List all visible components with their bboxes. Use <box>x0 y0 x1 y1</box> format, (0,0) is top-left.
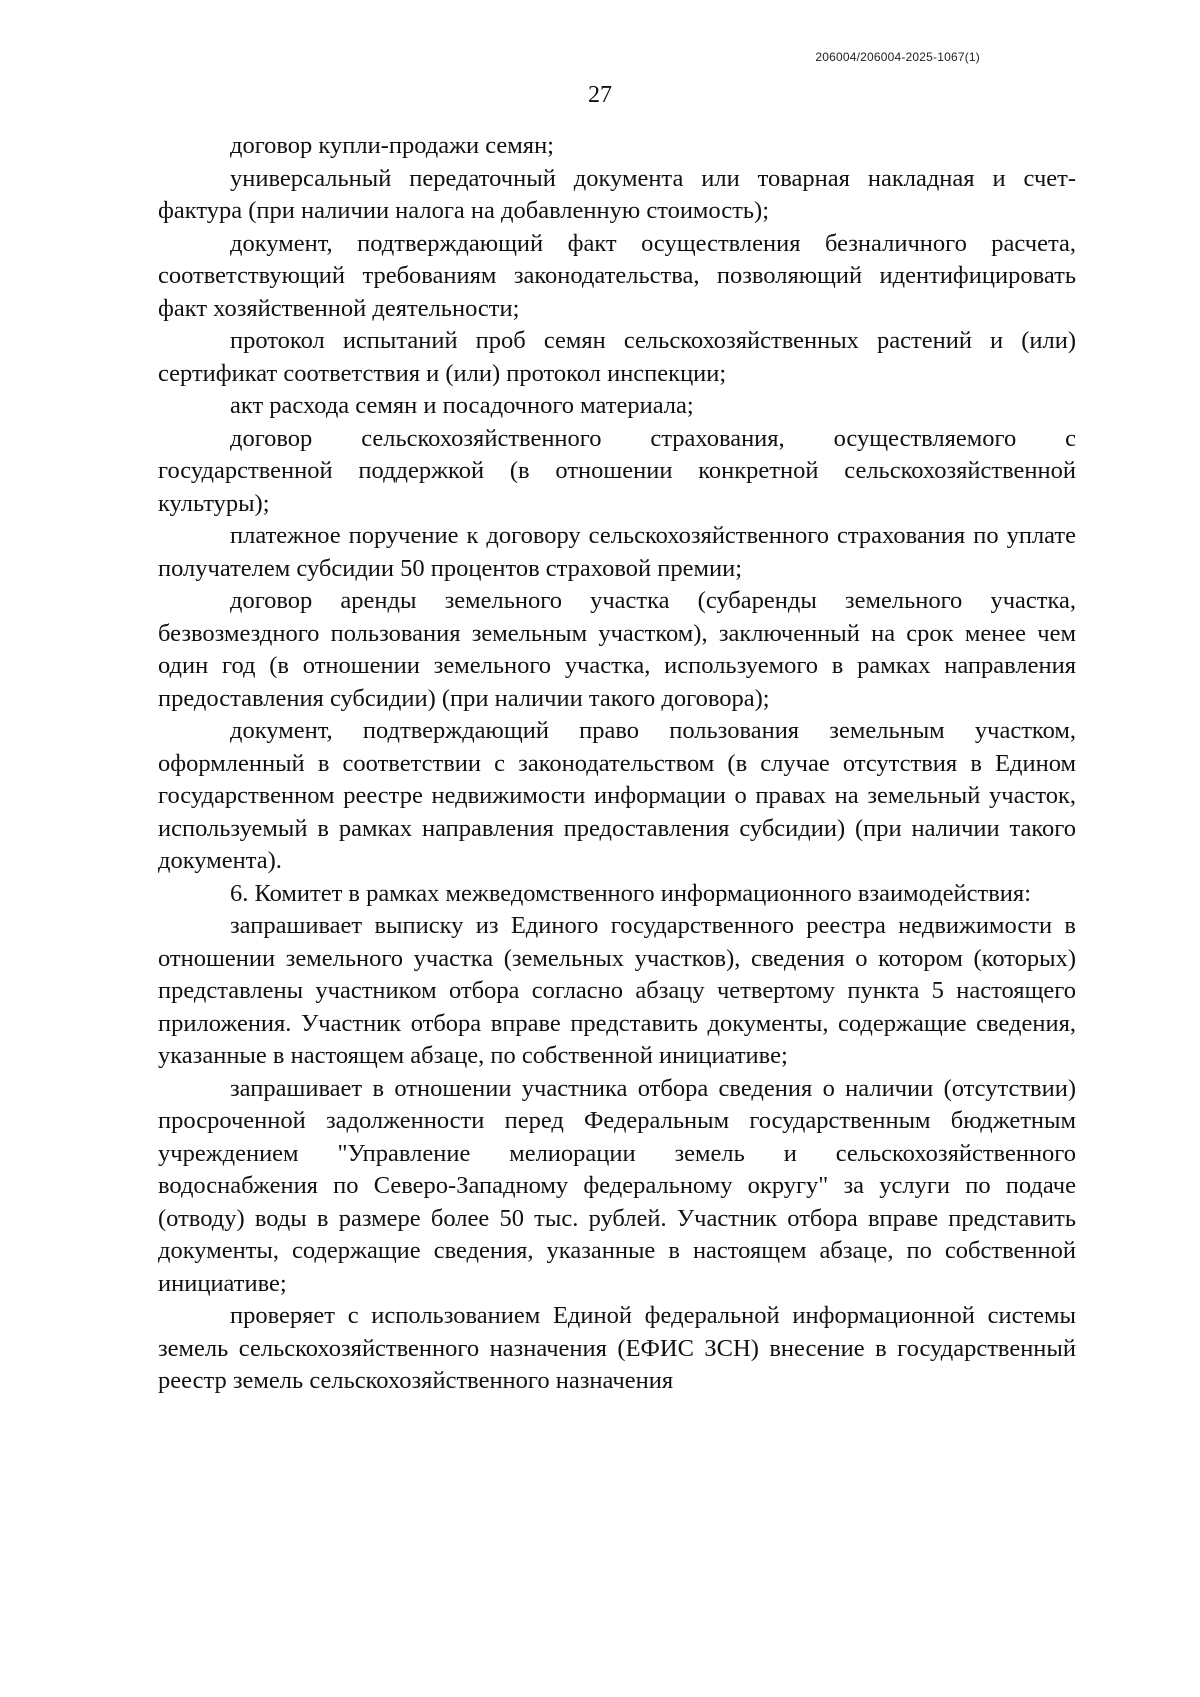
paragraph-transfer-document: универсальный передаточный документа или товарная накладная и счет-фактура (при наличии налога на добавленную стоимость); <box>158 164 1076 224</box>
paragraph-land-lease-contract: договор аренды земельного участка (субаренды земельного участка, безвозмездного пользования земельным участком), заключенный на срок менее чем один год (в отношении земельного участка, используемого в рамках направления предоставления субсидии) (при наличии такого договора); <box>158 587 1076 712</box>
paragraph-land-use-document: документ, подтверждающий право пользования земельным участком, оформленный в соответствии с законодательством (в случае отсутствия в Едином государственном реестре недвижимости информации о правах на земельный участок, используемый в рамках направления предоставления субсидии) (при наличии такого документа). <box>158 717 1076 874</box>
paragraph-seed-expense-act: акт расхода семян и посадочного материала; <box>230 392 694 419</box>
paragraph-efis-zsn-check: проверяет с использованием Единой федеральной информационной системы земель сельскохозяйственного назначения (ЕФИС ЗСН) внесение в государственный реестр земель сельскохозяйственного назначения <box>158 1302 1076 1394</box>
paragraph-registry-extract-request: запрашивает выписку из Единого государственного реестра недвижимости в отношении земельного участка (земельных участков), сведения о котором (которых) представлены участником отбора согласно абзацу четвертому пункта 5 настоящего приложения. Участник отбора вправе представить документы, содержащие сведения, указанные в настоящем абзаце, по собственной инициативе; <box>158 912 1076 1069</box>
paragraph-item-6-committee: 6. Комитет в рамках межведомственного информационного взаимодействия: <box>230 879 1031 907</box>
paragraph-payment-document: документ, подтверждающий факт осуществления безналичного расчета, соответствующий требованиям законодательства, позволяющий идентифицировать факт хозяйственной деятельности; <box>158 229 1076 322</box>
paragraph-debt-information-request: запрашивает в отношении участника отбора сведения о наличии (отсутствии) просроченной задолженности перед Федеральным государственным бюджетным учреждением "Управление мелиорации земель и сельскохозяйственного водоснабжения по Северо-Западному федеральному округу" за услуги по подаче (отводу) воды в размере более 50 тыс. рублей. Участник отбора вправе представить документы, содержащие сведения, указанные в настоящем абзаце, по собственной инициативе; <box>158 1074 1076 1297</box>
paragraph-insurance-contract: договор сельскохозяйственного страхования, осуществляемого с государственной поддержкой (в отношении конкретной сельскохозяйственной культуры); <box>158 424 1076 517</box>
document-body <box>158 130 1076 1398</box>
paragraph-payment-order: платежное поручение к договору сельскохозяйственного страхования по уплате получателем субсидии 50 процентов страховой премии; <box>158 522 1076 582</box>
document-id: 206004/206004-2025-1067(1) <box>815 50 980 64</box>
paragraph-seed-test-protocol: протокол испытаний проб семян сельскохозяйственных растений и (или) сертификат соответствия и (или) протокол инспекции; <box>158 327 1076 387</box>
paragraph-seed-purchase-contract: договор купли-продажи семян; <box>230 132 554 159</box>
page-number: 27 <box>588 82 612 108</box>
